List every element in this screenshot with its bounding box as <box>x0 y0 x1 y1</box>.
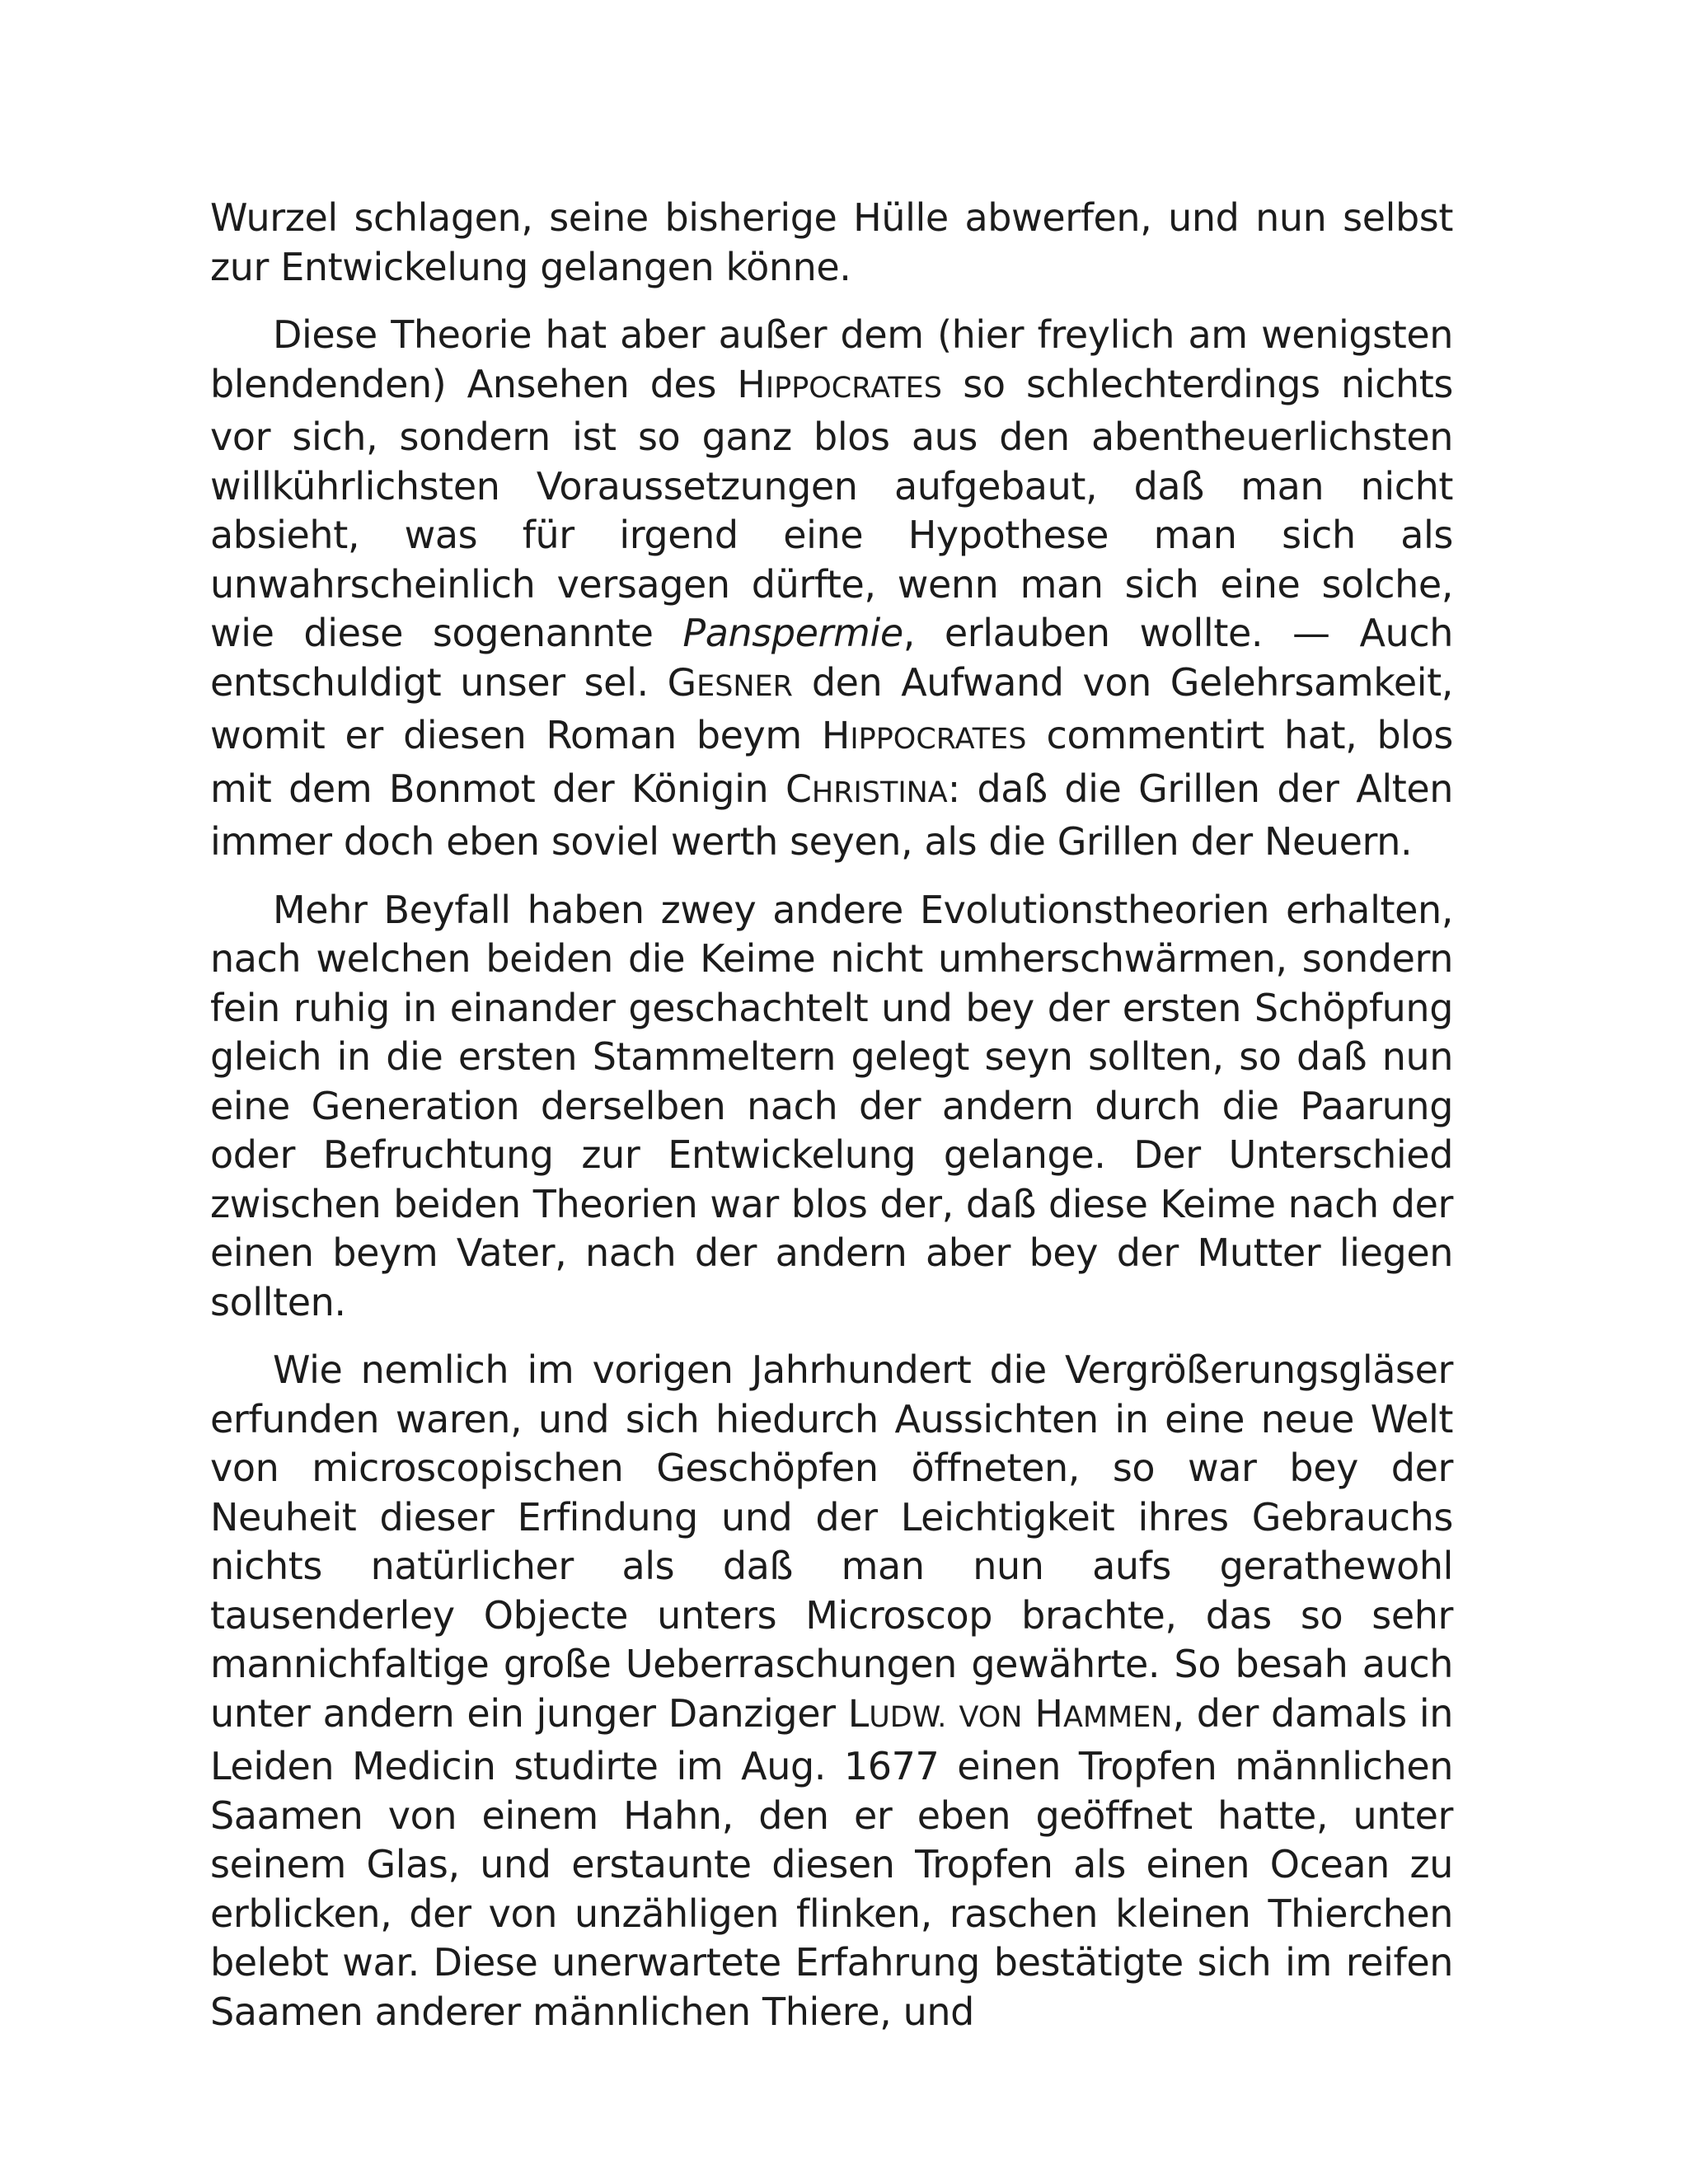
small-caps-name <box>959 1701 1022 1734</box>
text-run <box>1022 1691 1034 1736</box>
small-caps-name <box>847 1690 947 1736</box>
small-caps-initial: H <box>737 361 766 406</box>
text-run: Wie nemlich im vorigen Jahrhundert die Vergrößerungsgläser erfunden waren, und sich hiedurch Aussichten in eine neue Welt von microscopischen Geschöpfen öffneten, so war bey der Neuheit dieser Erfindung und der Leichtigkeit ihres Gebrauchs nichts natürlicher als daß man nun aufs gerathewohl tausenderley Objecte unters Microscop brachte, das so sehr mannichfaltige große Ueberraschungen gewährte. So besah auch unter andern ein junger Danziger <box>210 1347 1453 1736</box>
text-run: commentirt hat, blos mit dem Bonmot der Königin <box>210 713 1453 811</box>
text-run <box>946 1691 959 1736</box>
small-caps-name <box>785 766 948 811</box>
small-caps-name <box>737 361 942 406</box>
paragraph-2 <box>210 311 1453 867</box>
paragraph-3 <box>210 886 1453 1328</box>
text-run: Wurzel schlagen, seine bisherige Hülle abwerfen, und nun selbst zur Entwickelung gelangen könne. <box>210 195 1453 289</box>
text-run: Diese Theorie hat aber außer dem (hier freylich am wenigsten blendenden) Ansehen des <box>210 312 1453 406</box>
paragraph-4 <box>210 1346 1453 2036</box>
small-caps-rest: UDW. <box>869 1700 947 1734</box>
italic-term: Panspermie <box>682 611 903 655</box>
text-run: : daß die Grillen der Alten immer doch eben soviel werth seyen, als die Grillen der Neuern. <box>210 766 1453 864</box>
small-caps-rest: ESNER <box>696 669 793 703</box>
small-caps-initial: H <box>821 713 851 757</box>
small-caps-rest: VON <box>959 1700 1023 1734</box>
document-page <box>210 194 1453 2055</box>
text-run: , erlauben wollte. — Auch entschuldigt unser sel. <box>210 611 1453 705</box>
small-caps-initial: C <box>785 766 812 811</box>
paragraph-1 <box>210 194 1453 292</box>
text-run: den Aufwand von Gelehrsamkeit, womit er diesen Roman beym <box>210 659 1453 757</box>
text-run: Mehr Beyfall haben zwey andere Evolutionstheorien erhalten, nach welchen beiden die Keime nicht umherschwärmen, sondern fein ruhig in einander geschachtelt und bey der ersten Schöpfung gleich in die ersten Stammeltern gelegt seyn sollten, so daß nun eine Generation derselben nach der andern durch die Paarung oder Befruchtung zur Entwickelung gelange. Der Unterschied zwischen beiden Theorien war blos der, daß diese Keime nach der einen beym Vater, nach der andern aber bey der Mutter liegen sollten. <box>210 887 1453 1324</box>
small-caps-initial: G <box>667 659 697 705</box>
text-run: , der damals in Leiden Medicin studirte im Aug. 1677 einen Tropfen männlichen Saamen von einem Hahn, den er eben geöffnet hatte, unter seinem Glas, und erstaunte diesen Tropfen als einen Ocean zu erblicken, der von unzähligen flinken, raschen kleinen Thierchen belebt war. Diese unerwartete Erfahrung bestätigte sich im reifen Saamen anderer männlichen Thiere, und <box>210 1690 1453 2034</box>
small-caps-name <box>821 713 1027 757</box>
small-caps-initial: H <box>1034 1690 1063 1736</box>
small-caps-initial: L <box>847 1690 870 1736</box>
small-caps-rest: IPPOCRATES <box>765 371 942 405</box>
small-caps-name <box>1034 1690 1173 1736</box>
small-caps-rest: AMMEN <box>1062 1700 1173 1734</box>
small-caps-rest: IPPOCRATES <box>850 723 1027 756</box>
small-caps-rest: HRISTINA <box>811 776 948 809</box>
text-run: so schlechterdings nichts vor sich, sondern ist so ganz blos aus den abentheuerlichsten willkührlichsten Voraussetzungen aufgebaut, daß man nicht absieht, was für irgend eine Hypothese man sich als unwahrscheinlich versagen dürfte, wenn man sich eine solche, wie diese sogenannte <box>210 361 1454 655</box>
small-caps-name <box>667 659 793 705</box>
